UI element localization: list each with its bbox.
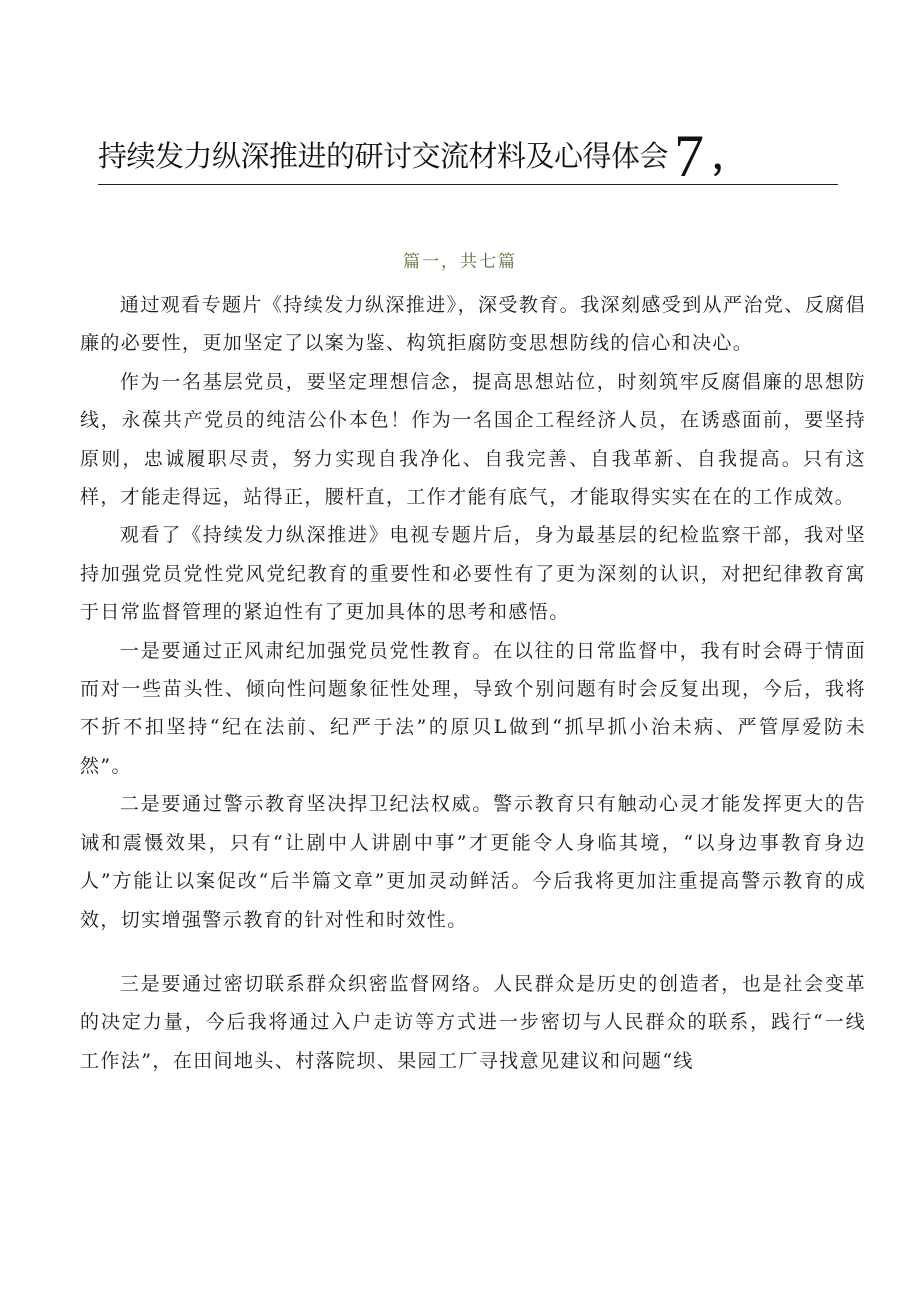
- paragraph: 三是要通过密切联系群众织密监督网络。人民群众是历史的创造者，也是社会变革的决定力量，今后我将通过入户走访等方式进一步密切与人民群众的联系，践行“一线工作法”，在田间地头、村落院坝、果园工厂寻找意见建议和问题“线: [80, 972, 866, 1072]
- title-text: 持续发力纵深推进的研讨交流材料及心得体会: [98, 139, 669, 173]
- document-title: [98, 128, 838, 185]
- paragraph: 一是要通过正风肃纪加强党员党性教育。在以往的日常监督中，我有时会碍于情面而对一些苗头性、倾向性问题象征性处理，导致个别问题有时会反复出现，今后，我将不折不扣坚持“纪在法前、纪严于法”的原贝L做到“抓早抓小治未病、严管厚爱防未然”。: [80, 639, 866, 777]
- paragraph: 通过观看专题片《持续发力纵深推进》，深受教育。我深刻感受到从严治党、反腐倡廉的必要性，更加坚定了以案为鉴、构筑拒腐防变思想防线的信心和决心。: [80, 294, 866, 355]
- title-comma: ，: [712, 136, 749, 176]
- title-number: 7: [674, 128, 705, 185]
- paragraph: 观看了《持续发力纵深推进》电视专题片后，身为最基层的纪检监察干部，我对坚持加强党员党性党风党纪教育的重要性和必要性有了更为深刻的认识，对把纪律教育寓于日常监督管理的紧迫性有了更加具体的思考和感悟。: [80, 524, 866, 624]
- section-heading: 篇一，共七篇: [403, 252, 517, 272]
- document-body: [80, 286, 866, 1080]
- paragraph: 作为一名基层党员，要坚定理想信念，提高思想站位，时刻筑牢反腐倡廉的思想防线，永葆共产党员的纯洁公仆本色！作为一名国企工程经济人员，在诱惑面前，要坚持原则，忠诚履职尽责，努力实现自我净化、自我完善、自我革新、自我提高。只有这样，才能走得远，站得正，腰杆直，工作才能有底气，才能取得实实在在的工作成效。: [80, 370, 866, 509]
- paragraph: 二是要通过警示教育坚决捍卫纪法权威。警示教育只有触动心灵才能发挥更大的告诫和震慑效果，只有“让剧中人讲剧中事”才更能令人身临其境，“以身边事教育身边人”方能让以案促改“后半篇文章”更加灵动鲜活。今后我将更加注重提高警示教育的成效，切实增强警示教育的针对性和时效性。: [80, 793, 866, 931]
